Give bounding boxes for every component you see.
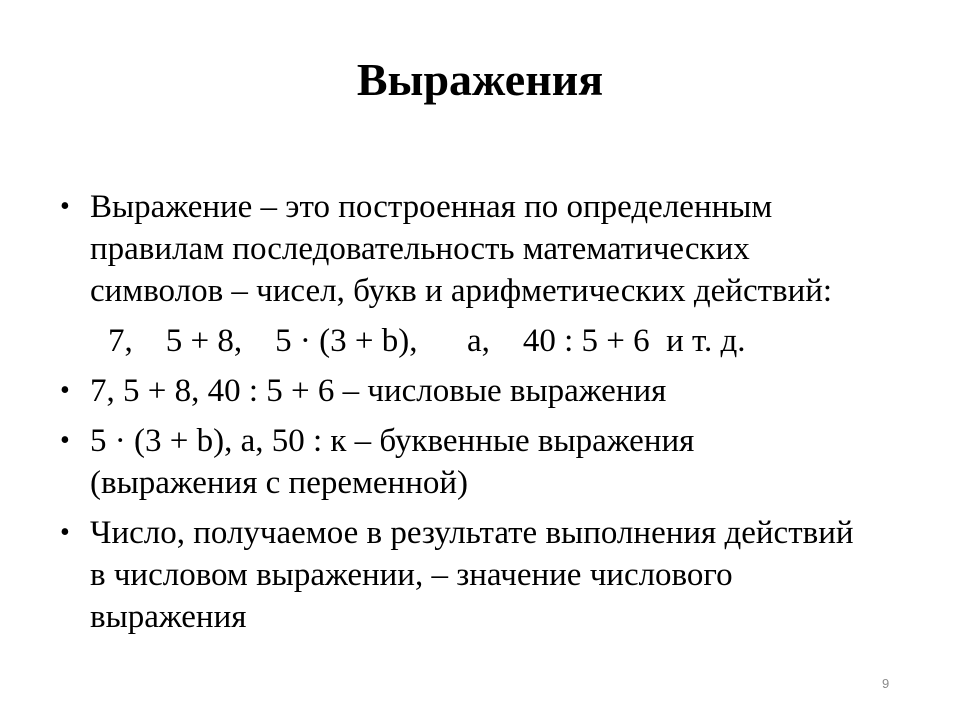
bullet-dot-icon: • [60,191,70,222]
bullet-item-expression-value [60,512,860,638]
bullet-item-numeric-expressions [60,370,860,412]
bullet-item-letter-expressions [60,420,860,504]
bullet-dot-icon: • [60,425,70,456]
slide-content [60,186,860,638]
bullet-dot-icon: • [60,375,70,406]
bullet-text: Число, получаемое в результате выполнения действий в числовом выражении, – значение числового выражения [90,515,854,635]
slide-title: Выражения [356,54,604,105]
bullet-text: Выражение – это построенная по определенным правилам последовательность математических символов – чисел, букв и арифметических действий: [90,189,833,309]
page-number: 9 [882,676,890,691]
examples-line: 7, 5 + 8, 5 · (3 + b), a, 40 : 5 + 6 и т. д. [108,323,746,359]
bullet-text: 7, 5 + 8, 40 : 5 + 6 – числовые выражения [90,373,667,409]
bullet-dot-icon: • [60,517,70,548]
bullet-item-definition [60,186,860,312]
bullet-text: 5 · (3 + b), a, 50 : к – буквенные выражения (выражения с переменной) [90,423,695,501]
